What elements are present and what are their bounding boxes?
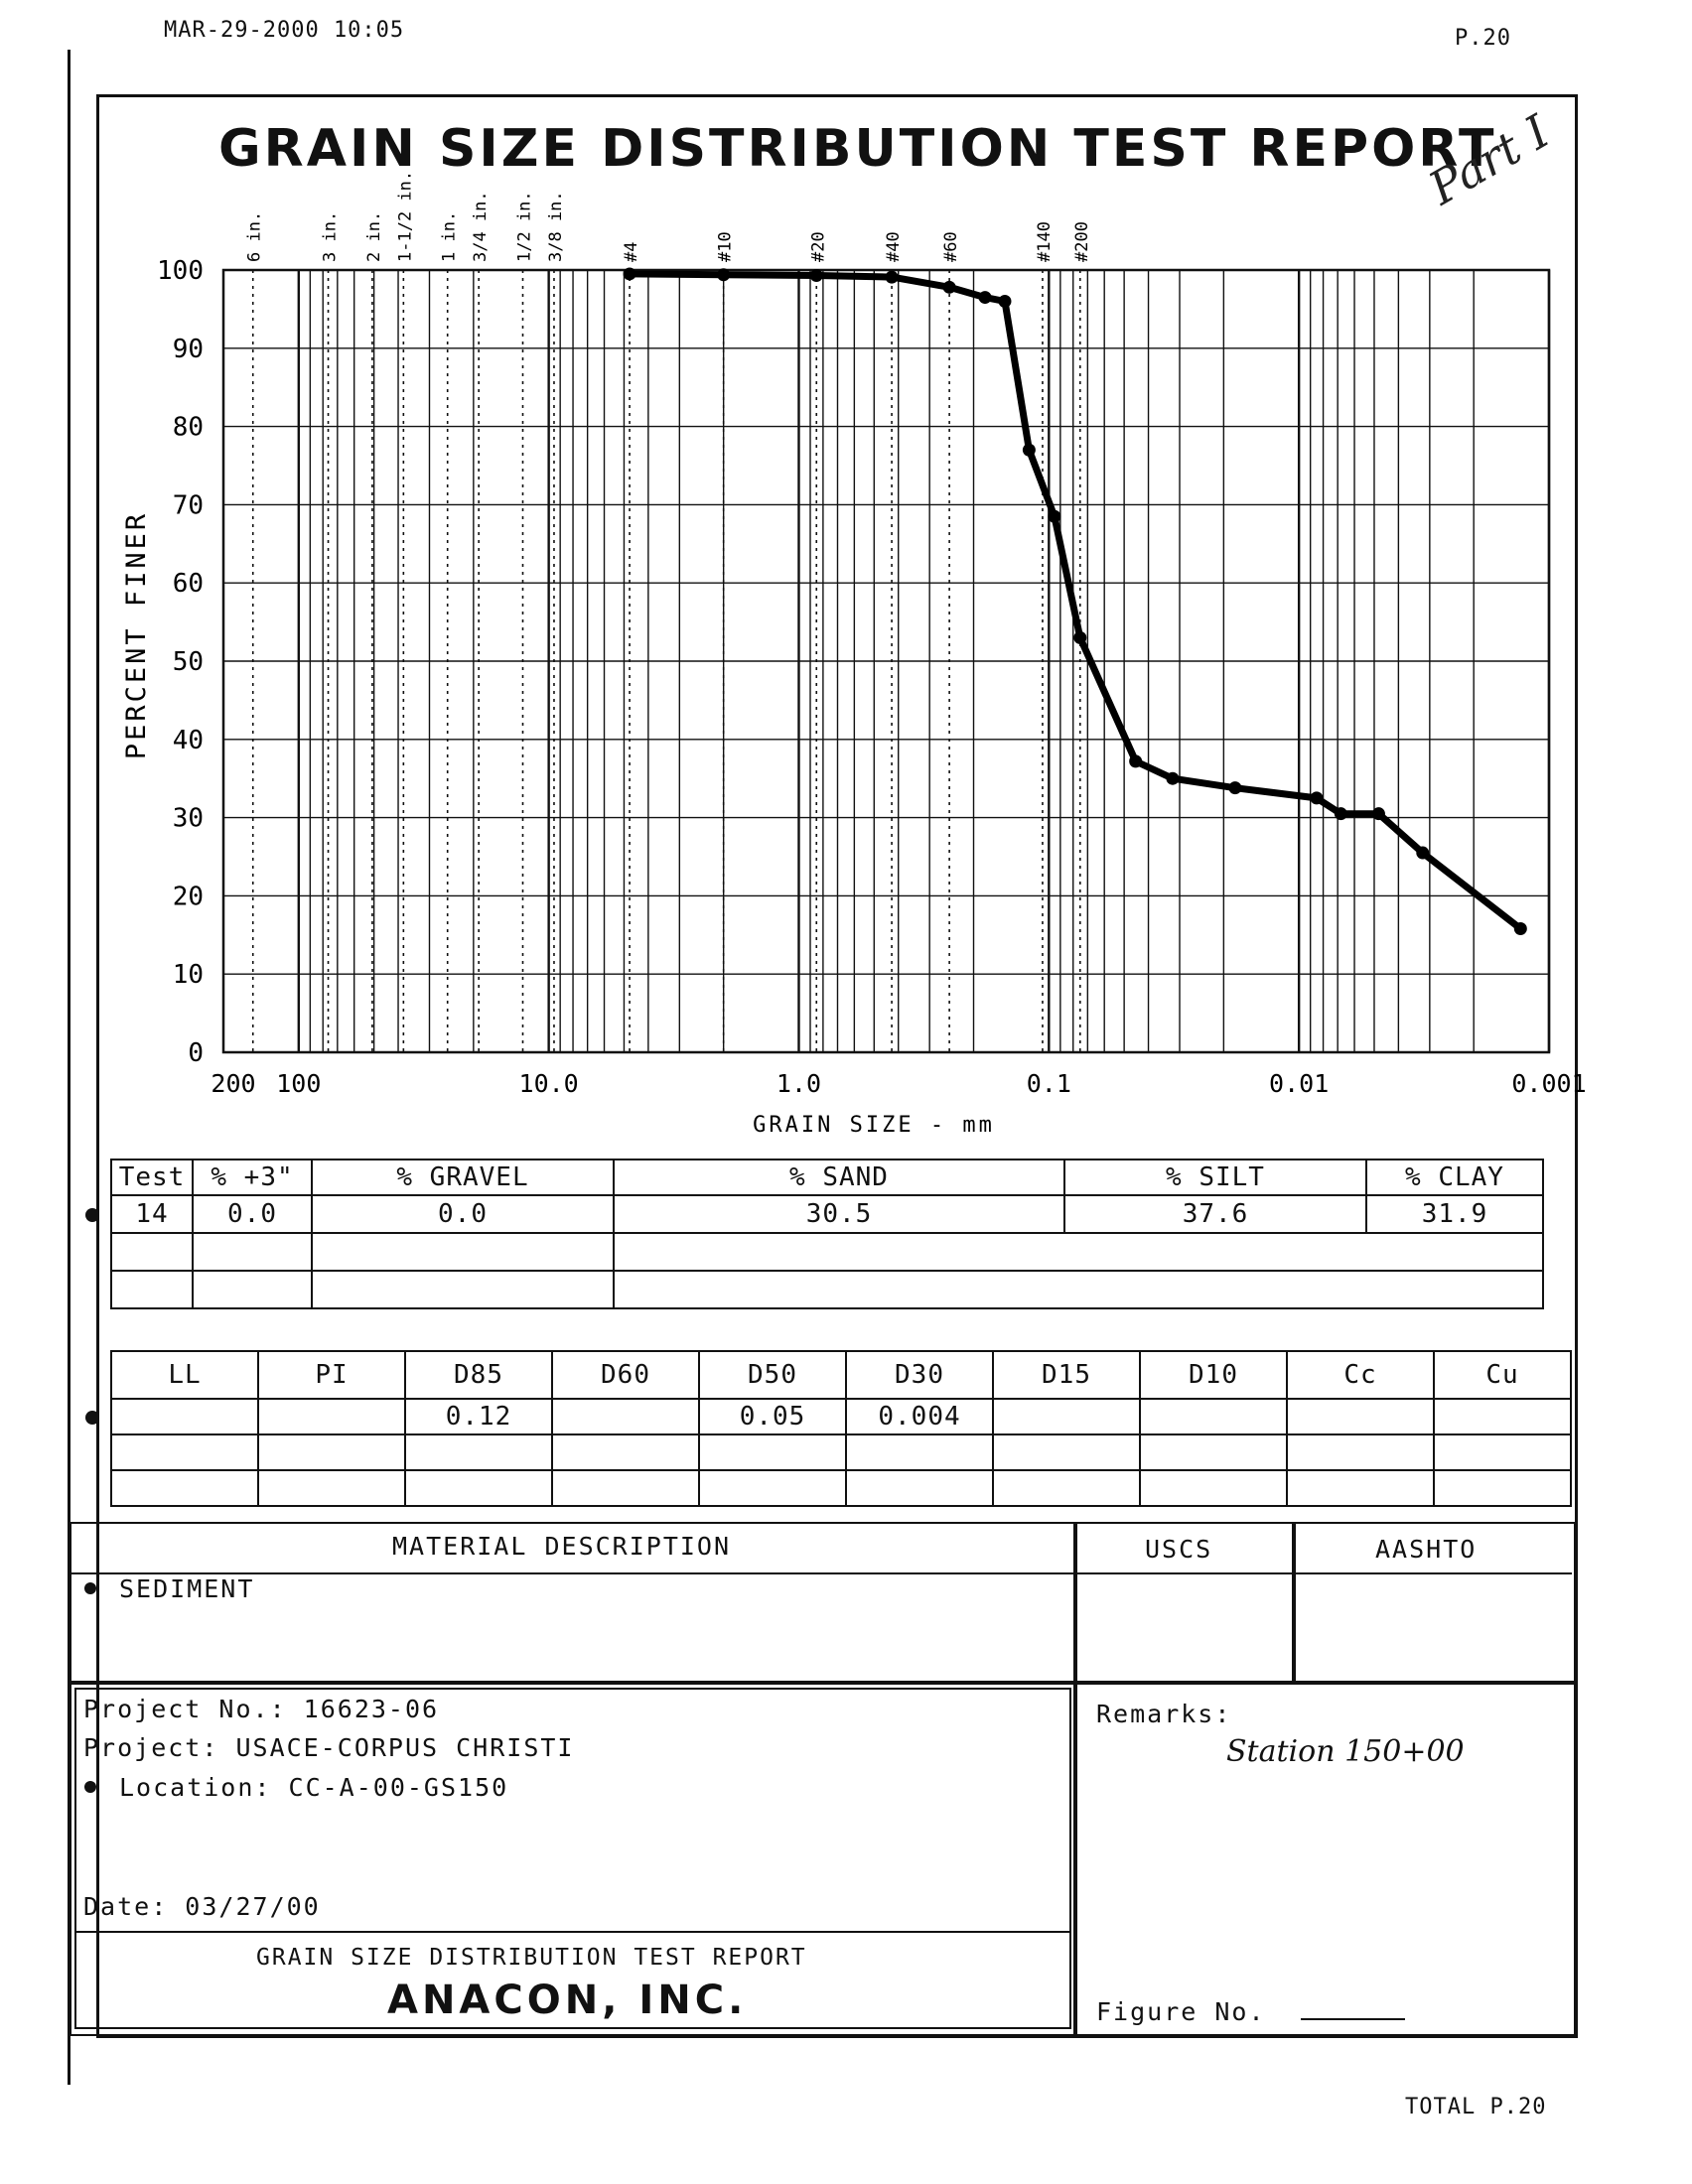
chart-grid: [223, 270, 1549, 1052]
y-tick-label: 10: [172, 960, 204, 991]
sieve-label: 1-1/2 in.: [395, 170, 416, 262]
project-date: Date: 03/27/00: [83, 1892, 321, 1921]
data-point: [1073, 631, 1086, 644]
data-point: [1335, 807, 1347, 820]
remarks-label: Remarks:: [1096, 1700, 1232, 1728]
x-tick-label: 200: [211, 1069, 256, 1098]
data-point: [998, 295, 1011, 308]
data-point: [717, 268, 730, 281]
y-tick-label: 70: [172, 490, 204, 521]
figure-number-label: Figure No.: [1096, 1997, 1266, 2026]
col-cu: Cu: [1434, 1351, 1571, 1399]
col-d30: D30: [846, 1351, 993, 1399]
project-number: Project No.: 16623-06: [83, 1695, 440, 1723]
footer-report-name: GRAIN SIZE DISTRIBUTION TEST REPORT: [256, 1945, 807, 1971]
aashto-header: AASHTO: [1375, 1535, 1478, 1564]
sample-bullet-icon: [84, 1582, 96, 1594]
remarks-handwritten: Station 150+00: [1226, 1734, 1465, 1769]
y-axis-label: PERCENT FINER: [121, 510, 152, 760]
gradation-table: [74, 1159, 1544, 1309]
sieve-label: 6 in.: [244, 210, 265, 262]
data-point: [810, 269, 823, 282]
sieve-label: #10: [715, 231, 736, 262]
x-axis-label: GRAIN SIZE - mm: [753, 1113, 995, 1138]
data-point: [979, 291, 992, 304]
data-point: [1372, 807, 1385, 820]
x-tick-label: 100: [276, 1069, 322, 1098]
y-tick-label: 0: [188, 1038, 204, 1068]
data-point: [1048, 510, 1060, 523]
y-tick-label: 50: [172, 647, 204, 677]
x-tick-label: 10.0: [518, 1069, 579, 1098]
x-tick-label: 0.1: [1026, 1069, 1071, 1098]
data-point: [1228, 781, 1241, 794]
cell-gravel: 0.0: [312, 1195, 614, 1233]
data-point: [886, 271, 899, 284]
y-tick-label: 80: [172, 412, 204, 443]
col-gravel: % GRAVEL: [312, 1160, 614, 1195]
data-point: [1023, 444, 1036, 457]
chart-ticks: [157, 171, 1587, 1098]
sieve-label: #60: [941, 231, 962, 262]
parameters-table: [74, 1350, 1572, 1507]
y-tick-label: 60: [172, 569, 204, 600]
material-header-rule: [70, 1572, 1572, 1574]
report-title: GRAIN SIZE DISTRIBUTION TEST REPORT: [218, 119, 1497, 179]
x-tick-label: 1.0: [776, 1069, 822, 1098]
cell-test: 14: [111, 1195, 193, 1233]
sample-bullet-icon: [85, 1208, 99, 1222]
sieve-label: 1 in.: [439, 210, 460, 262]
data-point: [1514, 922, 1527, 935]
sieve-label: 1/2 in.: [514, 191, 535, 262]
data-point: [624, 267, 636, 280]
fax-total-pages: TOTAL P.20: [1405, 2095, 1547, 2119]
x-tick-label: 0.001: [1511, 1069, 1587, 1098]
project-name: Project: USACE-CORPUS CHRISTI: [83, 1733, 575, 1762]
sieve-label: #40: [884, 231, 905, 262]
data-point: [1129, 754, 1142, 767]
fax-timestamp: MAR-29-2000 10:05: [164, 18, 405, 43]
y-tick-label: 90: [172, 334, 204, 364]
uscs-header: USCS: [1145, 1535, 1213, 1564]
cell-d30: 0.004: [846, 1399, 993, 1434]
data-point: [1166, 772, 1179, 785]
cell-silt: 37.6: [1064, 1195, 1366, 1233]
data-point: [1416, 847, 1429, 860]
col-test: Test: [111, 1160, 193, 1195]
sieve-label: #200: [1071, 221, 1092, 262]
col-d15: D15: [993, 1351, 1140, 1399]
x-tick-label: 0.01: [1269, 1069, 1330, 1098]
data-point: [943, 281, 956, 294]
y-tick-label: 100: [157, 256, 204, 286]
material-description-header: MATERIAL DESCRIPTION: [392, 1532, 732, 1561]
project-footer-rule: [74, 1931, 1069, 1933]
figure-number-blank: [1301, 2018, 1405, 2020]
cell-plus3: 0.0: [193, 1195, 312, 1233]
col-sand: % SAND: [614, 1160, 1064, 1195]
cell-d85: 0.12: [405, 1399, 552, 1434]
col-d60: D60: [552, 1351, 699, 1399]
project-location: Location: CC-A-00-GS150: [119, 1773, 509, 1802]
sieve-label: 3 in.: [320, 210, 341, 262]
sieve-label: #20: [808, 231, 829, 262]
cell-clay: 31.9: [1366, 1195, 1543, 1233]
sieve-label: #140: [1034, 221, 1055, 262]
col-d85: D85: [405, 1351, 552, 1399]
col-pi: PI: [258, 1351, 405, 1399]
col-ll: LL: [111, 1351, 258, 1399]
cell-sand: 30.5: [614, 1195, 1064, 1233]
y-tick-label: 30: [172, 803, 204, 834]
data-point: [1310, 791, 1323, 804]
material-description-text: SEDIMENT: [119, 1574, 255, 1603]
col-d50: D50: [699, 1351, 846, 1399]
sieve-label: 2 in.: [363, 210, 384, 262]
sieve-label: 3/4 in.: [471, 191, 492, 262]
col-clay: % CLAY: [1366, 1160, 1543, 1195]
sieve-label: #4: [622, 241, 642, 262]
chart-series: [624, 267, 1527, 935]
col-d10: D10: [1140, 1351, 1287, 1399]
series-line: [630, 274, 1520, 929]
cell-d50: 0.05: [699, 1399, 846, 1434]
col-silt: % SILT: [1064, 1160, 1366, 1195]
sieve-label: 3/8 in.: [545, 191, 566, 262]
handwritten-note: Part I: [1420, 104, 1559, 215]
company-name: ANACON, INC.: [387, 1978, 748, 2023]
col-plus3: % +3": [193, 1160, 312, 1195]
sample-bullet-icon: [84, 1781, 96, 1793]
col-cc: Cc: [1287, 1351, 1434, 1399]
y-tick-label: 20: [172, 882, 204, 912]
y-tick-label: 40: [172, 725, 204, 755]
fax-page-number: P.20: [1455, 26, 1511, 51]
sample-bullet-icon: [85, 1411, 99, 1425]
